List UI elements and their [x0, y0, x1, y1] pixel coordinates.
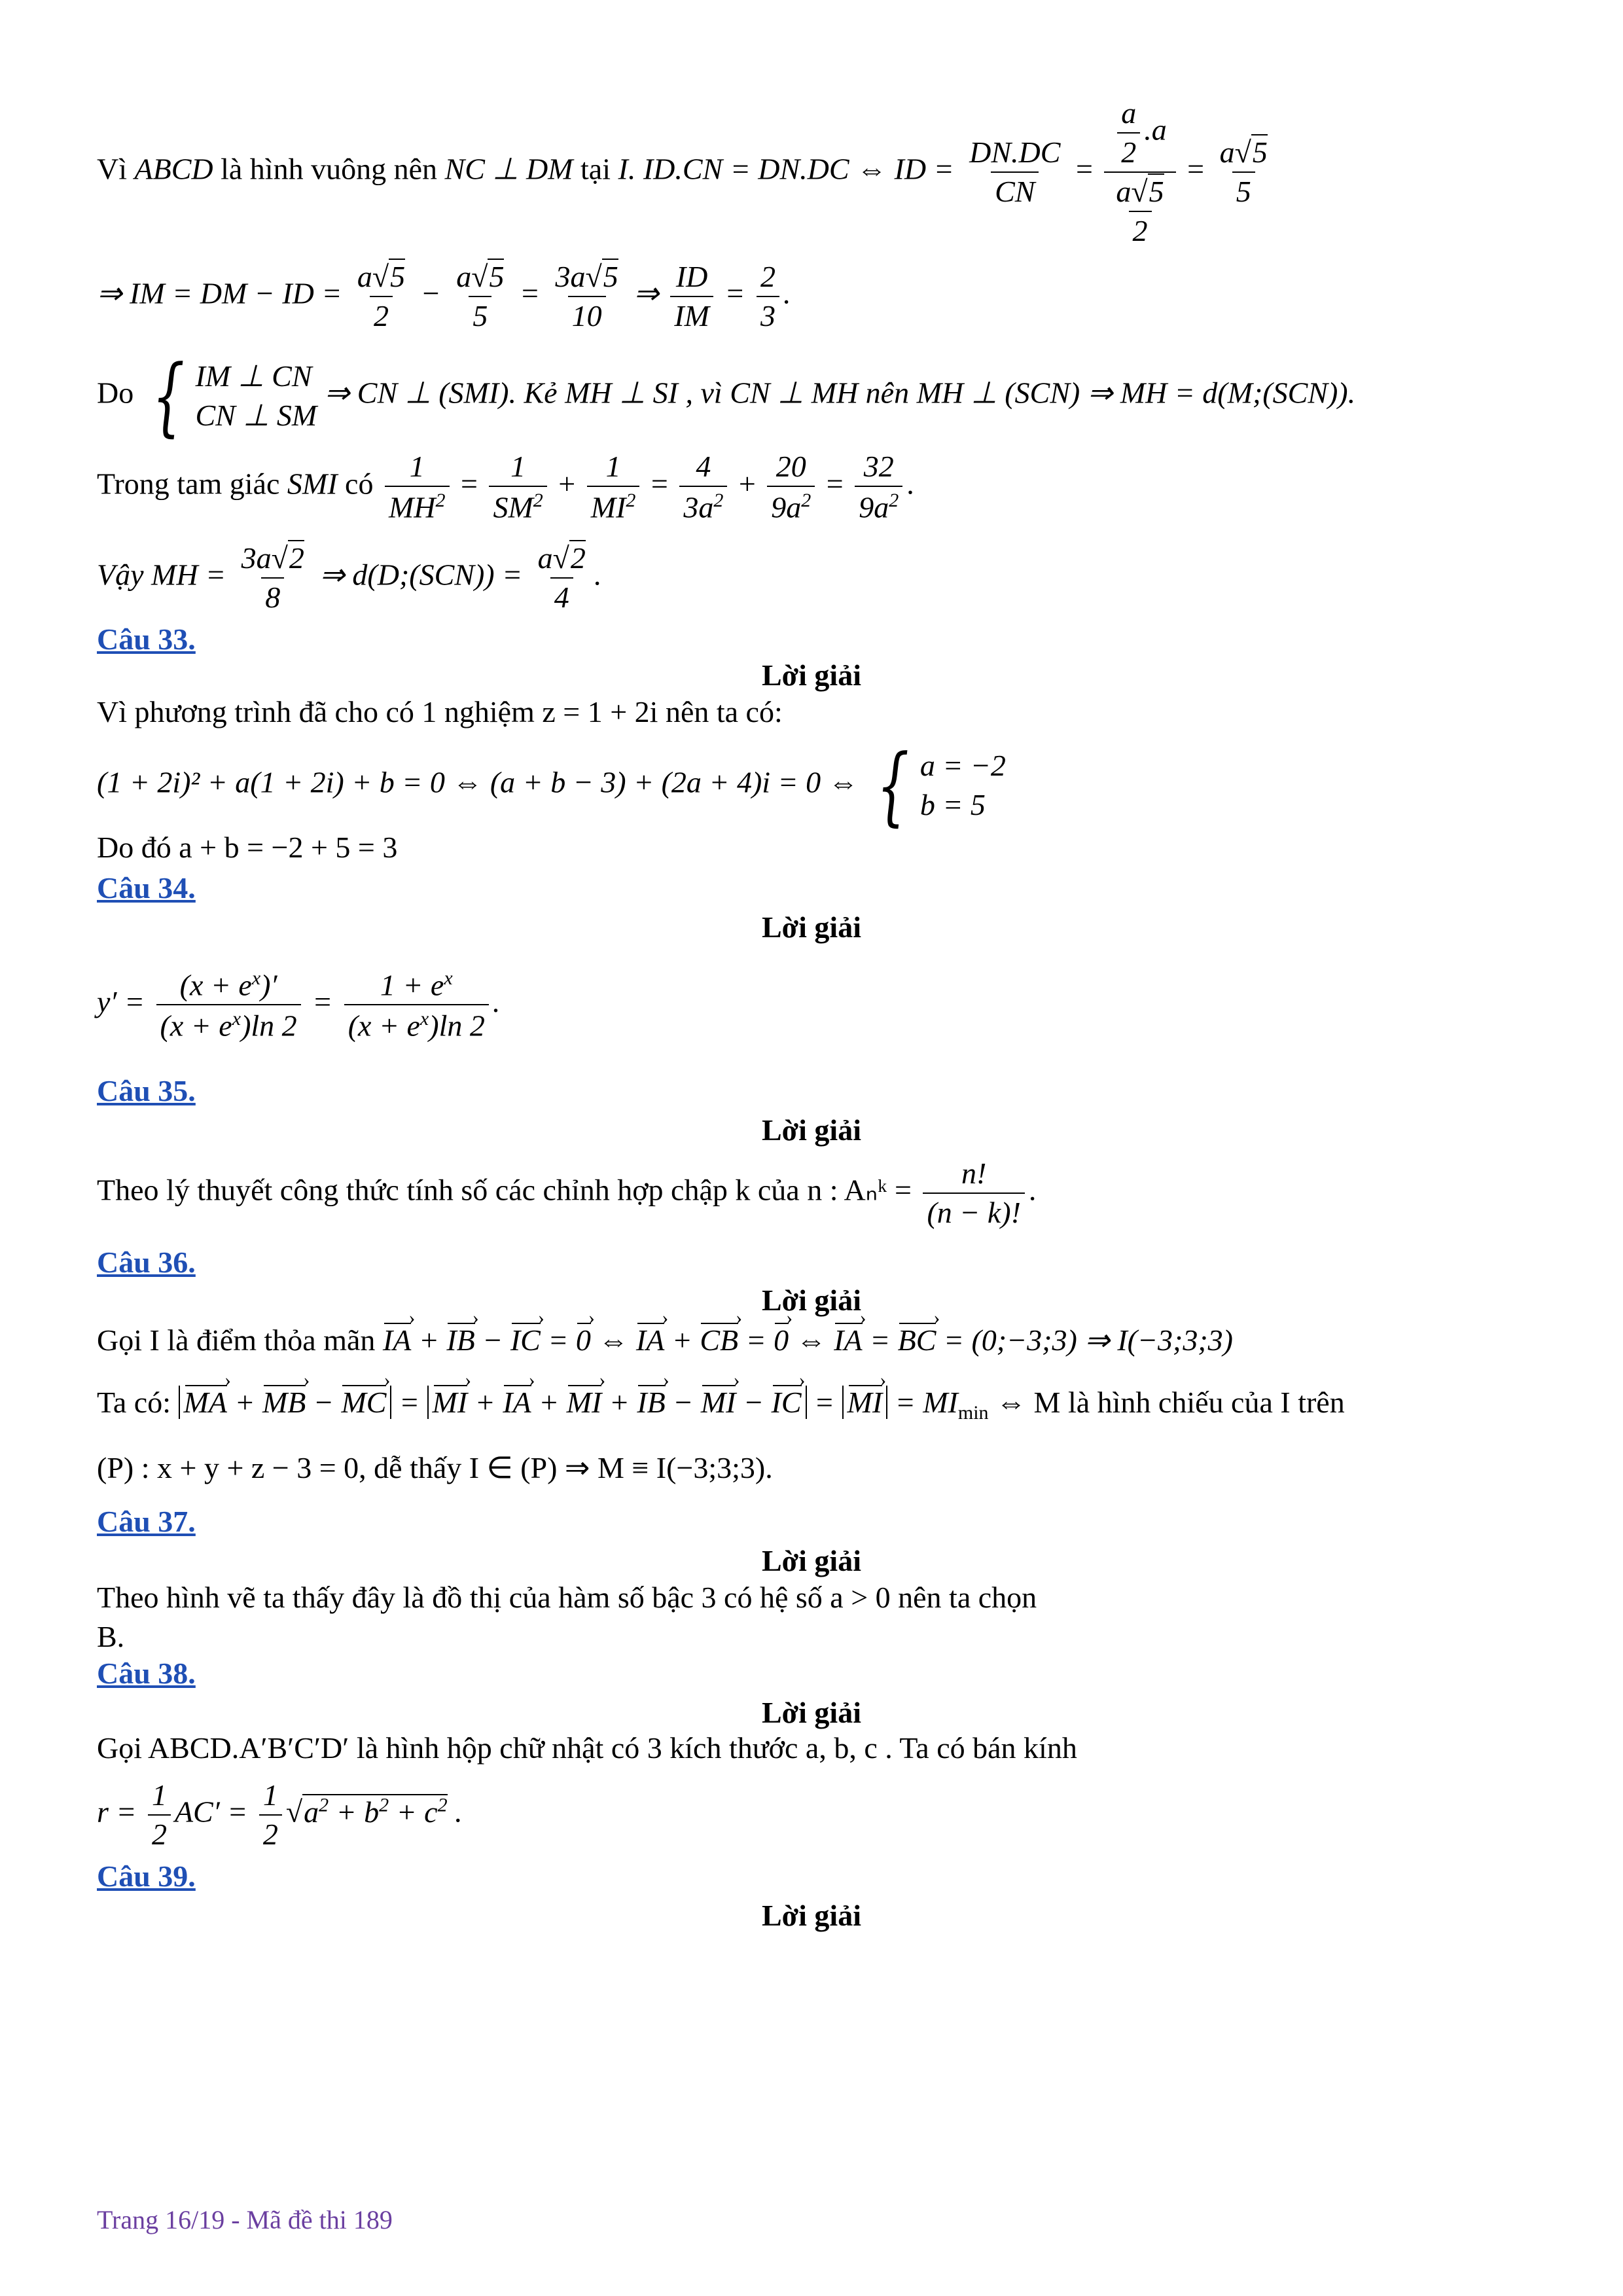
- fraction: $\frac{a√5}{2}$: [357, 260, 406, 332]
- line-result-mh: Vậy MH = $\frac{3a√2}{8}$ ⇒ d(D;(SCN)) = $\frac{a√2}{4}$ .: [97, 541, 601, 614]
- question-heading-39: Câu 39.: [97, 1859, 196, 1893]
- math: SMI: [287, 467, 338, 501]
- fraction: $\frac{1}{MI^2}$: [587, 452, 640, 522]
- math: = MI: [895, 1386, 958, 1419]
- question-heading-35: Câu 35.: [97, 1074, 196, 1107]
- math: r =: [97, 1795, 137, 1829]
- line-38a: Gọi ABCD.A′B′C′D′ là hình hộp chữ nhật có 3 kích thước a, b, c . Ta có bán kính: [97, 1731, 1077, 1765]
- question-heading-36: Câu 36.: [97, 1246, 196, 1279]
- fraction: $\frac{2}{3}$: [757, 262, 779, 331]
- math: ⇒ IM = DM − ID =: [97, 276, 342, 310]
- math: NC ⊥ DM: [444, 152, 573, 186]
- equation-system: { IM ⊥ CN CN ⊥ SM: [152, 346, 317, 446]
- text: ⇔ M là hình chiếu của I trên: [988, 1386, 1345, 1419]
- fraction: $\frac{a√5}{5}$: [456, 260, 505, 332]
- question-heading-33: Câu 33.: [97, 622, 196, 656]
- fraction: $\frac{1}{2}$: [259, 1780, 282, 1850]
- line-36b: Ta có: MA › + MB › − MC › = MI › + IA › + MI › + IB › − MI › − IC › = MI › = $MI_{min}$ ⇔ M là hình chiếu của I trên: [97, 1388, 1345, 1423]
- math: Vậy MH =: [97, 558, 226, 592]
- fraction: $\frac{ID}{IM}$: [670, 262, 713, 331]
- line-37b: B.: [97, 1620, 125, 1653]
- line-34: y′ = $\frac{(x + e^x)'}{(x + e^x)\ln 2}$ = $\frac{1 + e^x}{(x + e^x)\ln 2}$ .: [97, 967, 501, 1043]
- math: y′ =: [97, 984, 145, 1018]
- line-33a: Vì phương trình đã cho có 1 nghiệm z = 1 + 2i nên ta có:: [97, 695, 783, 728]
- line-im-calc: ⇒ IM = DM − ID = $\frac{a√5}{2}$ − $\frac{a√5}{5}$ = $\frac{3a√5}{10}$ ⇒ $\frac{ID}{IM}$ = $\frac{2}{3}$ .: [97, 260, 791, 332]
- solution-heading: Lời giải: [762, 1696, 861, 1729]
- line-38b: r = $\frac{1}{2}$ AC′ = $\frac{1}{2}$ $√a^2 + b^2 + c^2$ .: [97, 1778, 463, 1851]
- fraction: $\frac{3a√5}{10}$: [555, 260, 618, 332]
- line-37a: Theo hình vẽ ta thấy đây là đồ thị của hàm số bậc 3 có hệ số a > 0 nên ta chọn: [97, 1581, 1037, 1614]
- text: là hình vuông nên: [213, 152, 445, 186]
- line-33b: [97, 736, 1006, 835]
- fraction: $\frac{a√2}{4}$: [537, 541, 586, 614]
- fraction: $\frac{1 + e^x}{(x + e^x)\ln 2}$: [344, 969, 489, 1041]
- fraction: $\frac{a}{2}$ .a $\frac{a√5}{2}$: [1104, 98, 1175, 246]
- math: I: [618, 152, 628, 186]
- fraction: $\frac{1}{2}$: [148, 1780, 171, 1850]
- text: Vì: [97, 152, 135, 186]
- solution-heading: Lời giải: [762, 658, 861, 692]
- fraction: $\frac{32}{9a^2}$: [855, 452, 902, 522]
- math: ⇒ d(D;(SCN)) =: [319, 558, 523, 592]
- line-36a: Gọi I là điểm thỏa mãn IA › + IB › − IC › = 0 › ⇔ IA › + CB › = 0 › ⇔ IA › = BC › = (0;−3;3) ⇒ I(−3;3;3): [97, 1325, 1233, 1355]
- fraction: $\frac{(x + e^x)'}{(x + e^x)\ln 2}$: [156, 969, 301, 1041]
- equation-system: { a = −2 b = 5: [876, 736, 1006, 835]
- line-35: Theo lý thuyết công thức tính số các chỉnh hợp chập k của n : Aₙᵏ = $\frac{n!}{(n - k)!}$ .: [97, 1157, 1037, 1229]
- text: Ta có:: [97, 1386, 171, 1419]
- question-heading-37: Câu 37.: [97, 1505, 196, 1538]
- fraction: $\frac{20}{9a^2}$: [767, 452, 815, 522]
- line-perp-system: [97, 346, 1356, 446]
- line-id-calc: Vì ABCD là hình vuông nên NC ⊥ DM tại I. ID.CN = DN.DC ⇔ ID = $\frac{DN.DC}{CN}$ = $\frac{a}{2}$ .a $\frac{a√5}{2}$ = $\frac{a√5}{5}$: [97, 98, 1275, 246]
- line-triangle-smi: Trong tam giác SMI có $\frac{1}{MH^2}$ = $\frac{1}{SM^2}$ + $\frac{1}{MI^2}$ = $\frac{4}{3a^2}$ + $\frac{20}{9a^2}$ = $\frac{32}{9a^2}$ .: [97, 450, 914, 524]
- page-footer: Trang 16/19 - Mã đề thi 189: [97, 2205, 393, 2234]
- math: min: [957, 1402, 989, 1424]
- solution-heading: Lời giải: [762, 1113, 861, 1147]
- fraction: $\frac{a√5}{5}$: [1219, 135, 1268, 208]
- text: tại: [573, 152, 618, 186]
- line-33c: Do đó a + b = −2 + 5 = 3: [97, 831, 398, 864]
- line-36c: (P) : x + y + z − 3 = 0, dễ thấy I ∈ (P) ⇒ M ≡ I(−3;3;3).: [97, 1451, 773, 1484]
- solution-heading: Lời giải: [762, 1544, 861, 1577]
- fraction: $\frac{DN.DC}{CN}$: [969, 135, 1061, 208]
- solution-heading: Lời giải: [762, 1899, 861, 1932]
- text: Trong tam giác: [97, 467, 287, 501]
- text: Do: [97, 376, 134, 410]
- fraction: $\frac{1}{MH^2}$: [385, 452, 450, 522]
- text: Gọi I là điểm thỏa mãn: [97, 1323, 376, 1357]
- question-heading-38: Câu 38.: [97, 1657, 196, 1690]
- fraction: $\frac{n!}{(n - k)!}$: [923, 1158, 1024, 1228]
- fraction: $\frac{4}{3a^2}$: [679, 452, 727, 522]
- fraction: $\frac{1}{SM^2}$: [489, 452, 546, 522]
- solution-heading: Lời giải: [762, 910, 861, 944]
- math: (1 + 2i)² + a(1 + 2i) + b = 0 ⇔ (a + b − 3) + (2a + 4)i = 0 ⇔: [97, 765, 859, 799]
- text: ABCD: [134, 152, 213, 186]
- math: ⇒ CN ⊥ (SMI). Kẻ MH ⊥ SI , vì CN ⊥ MH nên MH ⊥ (SCN) ⇒ MH = d(M;(SCN)).: [324, 376, 1356, 410]
- text: Theo lý thuyết công thức tính số các chỉnh hợp chập k của n : Aₙᵏ =: [97, 1173, 912, 1207]
- text: có: [337, 467, 381, 501]
- math: . ID.CN = DN.DC ⇔ ID =: [628, 152, 954, 186]
- fraction: $\frac{3a√2}{8}$: [241, 541, 304, 614]
- question-heading-34: Câu 34.: [97, 871, 196, 905]
- solution-heading: Lời giải: [762, 1283, 861, 1317]
